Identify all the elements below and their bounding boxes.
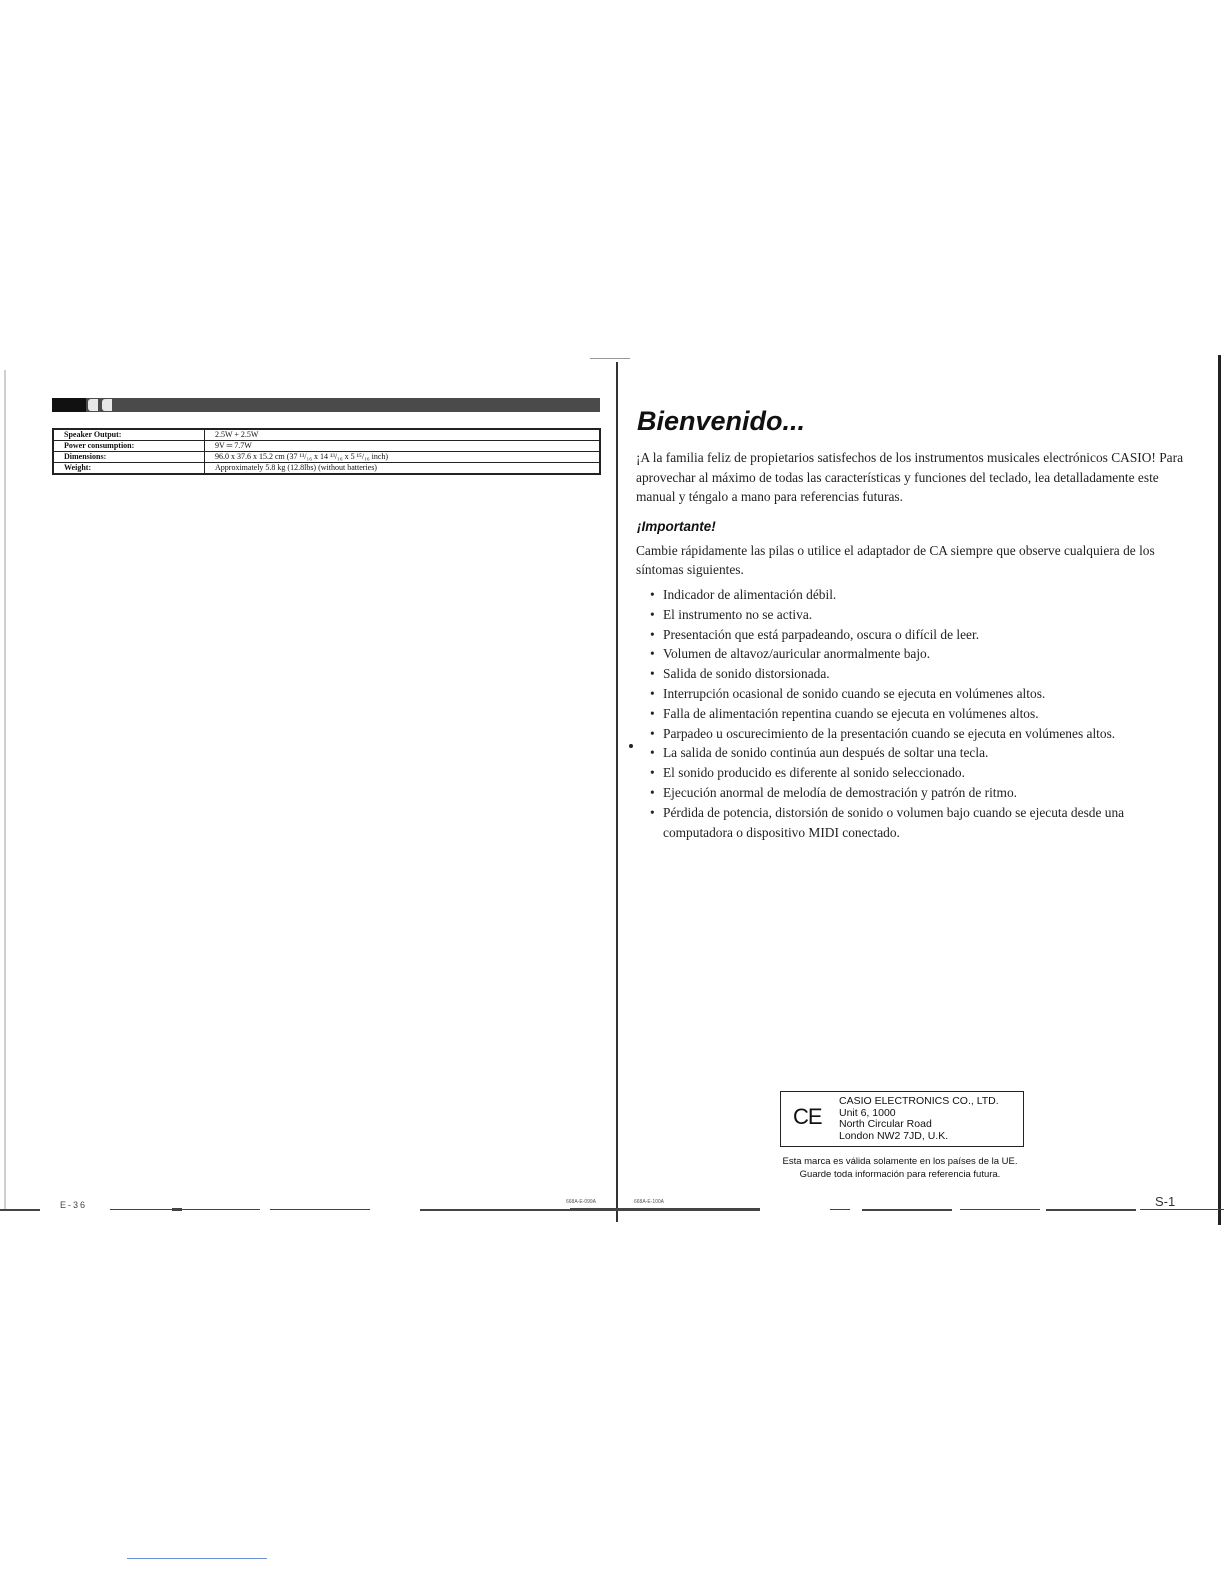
list-item: • Falla de alimentación repentina cuando se ejecuta en volúmenes altos. xyxy=(650,704,1182,724)
spec-label: Weight: xyxy=(53,463,205,475)
scan-bottom-edge xyxy=(172,1208,182,1211)
specifications-table xyxy=(52,428,601,475)
list-item: • El instrumento no se activa. xyxy=(650,605,1182,625)
bullet: • xyxy=(650,745,655,761)
list-item: • Indicador de alimentación débil. xyxy=(650,585,1182,605)
address-line: Unit 6, 1000 xyxy=(839,1106,896,1119)
list-item: • Interrupción ocasional de sonido cuando se ejecuta en volúmenes altos. xyxy=(650,684,1182,704)
page-number-right: S-1 xyxy=(1155,1194,1176,1209)
bullet: • xyxy=(650,725,655,741)
scan-bottom-edge xyxy=(570,1208,760,1211)
blue-scan-line xyxy=(127,1558,267,1559)
list-item: • Presentación que está parpadeando, oscura o difícil de leer. xyxy=(650,625,1182,645)
eu-validity-note: Esta marca es válida solamente en los países de la UE. Guarde toda información para referencia futura. xyxy=(782,1156,1018,1180)
address-line: North Circular Road xyxy=(839,1118,932,1130)
scan-bottom-edge xyxy=(830,1209,850,1210)
address-line: CASIO ELECTRONICS CO., LTD. xyxy=(839,1095,999,1107)
scan-bottom-edge xyxy=(420,1209,570,1211)
scan-bottom-edge xyxy=(960,1209,1040,1210)
bullet: • xyxy=(650,606,655,622)
scan-bottom-edge xyxy=(270,1209,370,1210)
spec-label: Dimensions: xyxy=(53,452,205,463)
page-title: Bienvenido... xyxy=(637,406,806,436)
symptom-list xyxy=(650,585,1182,842)
spec-value: 2.5W + 2.5W xyxy=(205,429,601,441)
bullet: • xyxy=(650,804,655,820)
page-divider xyxy=(616,362,618,1222)
bullet: • xyxy=(650,705,655,721)
scan-bottom-edge xyxy=(862,1209,952,1211)
list-item: • Pérdida de potencia, distorsión de sonido o volumen bajo cuando se ejecuta desde una computadora o dispositivo MIDI conectado. xyxy=(650,804,1125,840)
company-address xyxy=(839,1096,999,1142)
table-row xyxy=(53,463,600,475)
spec-label: Power consumption: xyxy=(53,441,205,452)
page-number-left: E-36 xyxy=(60,1200,88,1210)
scan-bottom-edge xyxy=(110,1209,260,1210)
intro-paragraph: ¡A la familia feliz de propietarios satisfechos de los instrumentos musicales electrónicos CASIO! Para aprovechar al máximo de todas las características y funciones del teclado, lea detalladamente este manual y téngalo a mano para referencias futuras. xyxy=(636,450,1184,504)
table-row xyxy=(53,452,600,463)
spec-label: Speaker Output: xyxy=(53,429,205,441)
list-item: • Ejecución anormal de melodía de demostración y patrón de ritmo. xyxy=(650,783,1182,803)
list-item: • Volumen de altavoz/auricular anormalmente bajo. xyxy=(650,644,1182,664)
ce-mark-icon: CE xyxy=(793,1104,822,1129)
list-item: • Parpadeo u oscurecimiento de la presentación cuando se ejecuta en volúmenes altos. xyxy=(650,724,1182,744)
address-line: London NW2 7JD, U.K. xyxy=(839,1129,949,1142)
bullet: • xyxy=(650,646,655,662)
bullet: • xyxy=(650,765,655,781)
table-row xyxy=(53,429,600,441)
bullet: • xyxy=(650,587,655,602)
spec-value: Approximately 5.8 kg (12.8lbs) (without batteries) xyxy=(205,463,601,475)
list-item: • El sonido producido es diferente al sonido seleccionado. xyxy=(650,763,1182,783)
scan-bottom-edge xyxy=(1140,1209,1224,1210)
scan-left-edge xyxy=(4,370,6,1210)
fold-mark xyxy=(590,358,630,359)
table-row xyxy=(53,441,600,452)
spec-value: 9V ═ 7.7W xyxy=(205,441,601,452)
footer-code-left: 668A-E-099A xyxy=(566,1199,597,1205)
footer-code-right: 668A-E-100A xyxy=(634,1199,665,1205)
scan-bottom-edge xyxy=(1046,1209,1136,1211)
list-item: • Salida de sonido distorsionada. xyxy=(650,664,1182,684)
bullet: • xyxy=(650,784,655,800)
bullet: • xyxy=(650,626,655,642)
bullet: • xyxy=(650,685,655,701)
ce-address-box xyxy=(780,1091,1024,1147)
bullet: • xyxy=(650,666,655,682)
section-header-bar xyxy=(52,398,600,412)
list-item: • La salida de sonido continúa aun después de soltar una tecla. xyxy=(650,743,1182,763)
important-paragraph: Cambie rápidamente las pilas o utilice el adaptador de CA siempre que observe cualquiera de los síntomas siguientes. xyxy=(636,543,1155,577)
scan-right-edge xyxy=(1218,355,1221,1225)
stray-bullet-mark xyxy=(629,744,633,748)
scan-bottom-edge xyxy=(0,1209,40,1211)
spec-value: 96.0 x 37.6 x 15.2 cm (37 ¹³/₁₆ x 14 ¹³/₁₆ x 5 ¹⁵/₁₆ inch) xyxy=(205,452,601,463)
important-heading: ¡Importante! xyxy=(637,519,716,534)
